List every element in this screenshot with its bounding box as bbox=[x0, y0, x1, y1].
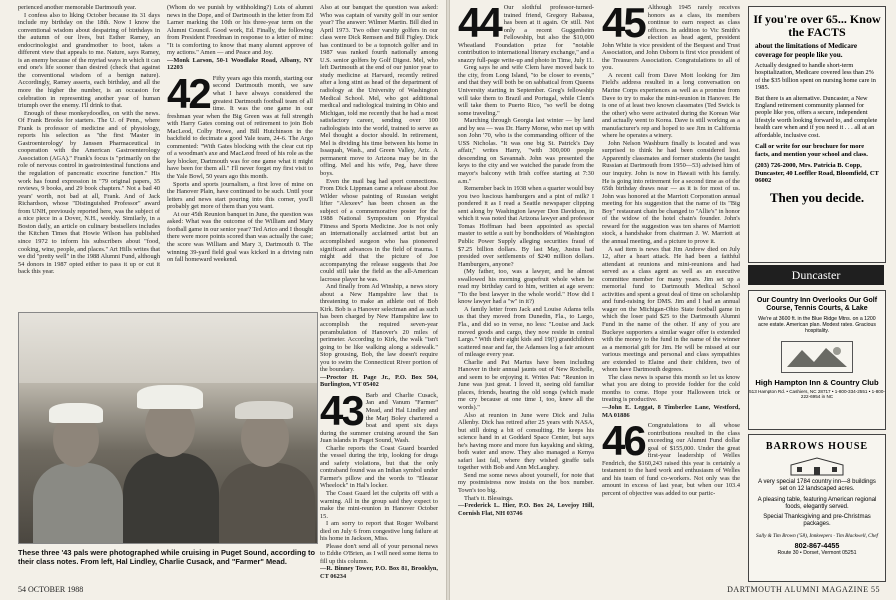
column-1 bbox=[458, 4, 594, 584]
paragraph: That's it. Blessings. bbox=[464, 494, 514, 502]
ad-call-to-action: Call or write for our brochure for more facts, and mention your school and class. bbox=[755, 143, 868, 158]
class-year-42: 42 bbox=[167, 69, 210, 117]
ad-headline: Our Country Inn Overlooks Our Golf Course, Tennis Courts, & Lake bbox=[756, 297, 878, 312]
barrows-house-ad[interactable] bbox=[748, 434, 886, 582]
ad-name: BARROWS HOUSE bbox=[765, 441, 869, 452]
class-year-46: 46 bbox=[602, 417, 645, 465]
paragraph: Charlie and Pat Martus have been including Hanover in their annual jaunts out of New Rochelle, and seem to be enjoying it. Writes Pat: "Reunion in June was just great. I loved it, seeing old familiar places, friends, hearing the old songs (which made me cry because at one time I, too, knew all the words)." bbox=[458, 358, 594, 411]
person-left-cap bbox=[49, 403, 103, 423]
class-photo bbox=[18, 312, 318, 544]
paragraph: Also at reunion in June were Dick and Julia Allenby. Dick has retired after 25 years with NASA, but still doing a bit of consulting. He keeps his science hand in at Goddard Space Center, but says he's having more and more fun kayaking and skiing, both water and snow. They also managed a Kenya safari last fall, where they wished giraffe tails together with Bob and Ann McLaughry. bbox=[458, 411, 594, 472]
paragraph: I am sorry to report that Roger Wolbarst died on July 6 from congestive lung failure at his home in Jackson, Miss. bbox=[320, 520, 438, 543]
class-year-45: 45 bbox=[602, 4, 645, 46]
paragraph: John Nelson Washburn finally is located and was surprised to think he had been considered lost. Apparently classmates and former students (he taught Russian at Dartmouth from 1950—53) advised him of our inquiry. John is now in Hawaii with his family. He is going into retirement for a second time as of the 65th birthday draws near — as it is for most of us. John was honored at the Marriott Corporation annual meeting for his suggestion that the name of its "Big Boy" restaurant chain be changed to "Allie's" in honor of the widow of the hotel chain's founder. John's reward for the suggestion was ten shares of Marriott stock, a handshake from chairman J. W. Marriott at the annual meeting, and a picture to prove it. bbox=[602, 139, 740, 245]
signature: —Frederick L. Hier, P.O. Box 24, Lovejoy Hill, Cornish Flat, NH 03746 bbox=[458, 502, 594, 517]
class-year-44: 44 bbox=[458, 4, 501, 46]
folio-left: 54 OCTOBER 1988 bbox=[18, 585, 84, 594]
house-icon bbox=[787, 456, 847, 476]
ad-paragraph: We're at 3600 ft. in the Blue Ridge Mtns. on a 1200 acre estate. American plan. Modest rates. Gracious hospitality. bbox=[758, 316, 876, 335]
paragraph: Enough of these monkeydoodles, on with the news. Of Frank Brooks for starters. The U. of Penn., where Frank is professor of medicine and of physiology, reports his selection as "the first 'Master in Gastroenterology' by Janssen Pharmaceutical in cooperation with the American Gastroenterology Association (AGA)." Frank's focus is "primarily on the role of nervous control in gastrointestinal functions and the regulation of pancreatic exocrine function." His work has found expression in "79 original papers, 35 reviews, 9 books, and 29 book chapters." Not a bad 40 years' worth, not bad at all, Frank. And of Jack Richardson, whose "Distinguished Professor" award from UNH, previously reported here, was the subject of a nice piece in a Dover, N.H., weekly. Similarly, in a Boston daily, an article on culinary bestsellers includes the Kitchen Times that Howie Wilson has published since 1972 to inform his subscribers about "food, cooking, wine, people, and places." Art Hills writes that we did "pretty well" in the 1988 Alumni Fund, although 54 donors in 1987 opted either to pass it up or cut it back this year. bbox=[18, 109, 160, 276]
photo-sky bbox=[19, 313, 317, 383]
class-year-43: 43 bbox=[320, 386, 363, 434]
person-right bbox=[219, 463, 315, 544]
ad-phone: 802-867-4455 bbox=[794, 541, 840, 551]
person-right-cap bbox=[235, 401, 293, 419]
duncaster-ad[interactable] bbox=[748, 6, 886, 263]
paragraph: Congratulations to all whose contributions resulted in the class exceeding our Alumni Fund dollar goal of $155,000. Under the great first-year leadership of Welles Fendrich, the $160,243 raised this year is certainly a testament to the hard work and enthusiasm of Welles and his team of fund co-workers. Not only was the amount in excess of last year, but when our 103.4 percent of objective was added to our partic- bbox=[602, 422, 740, 497]
paragraph: A sad item is news that Jim Andrew died on July 12, after a heart attack. He had been a faithful attendant at reunions and mini-reunions and had served as a class agent as well as an executive committee member for many years. Jim set up a memorial fund to Dartmouth Medical School activities and spent a great deal of time on scholarship and fund-raising for DMS. Jim and I had an annual wager on the Michigan-Ohio State football game in which the loser paid $25 to the Dartmouth Alumni Fund in the name of the other. If any of you are Buckeye supporters a similar wager offer is extended with the money to the fund in the name of the winner as a memorial gift for Jim. He will be missed at our various meetings and personal and class sympathies are extended to Elaine and their children, two of whom have Dartmouth degrees. bbox=[602, 245, 740, 374]
paragraph: The class news is sparse this month so let us know what you are doing to provide fodder for the cold months to come. Hope your Halloween trick or treating is productive. bbox=[602, 373, 740, 404]
paragraph: Sports and sports journalism, a first love of mine on the Hanover Plain, have continued to be such. Until your letters and news start pouring into this corner, you'll probably get more of them than you want. bbox=[167, 180, 313, 211]
paragraph: Our slothful professor-turned-trained friend, Gregory Rabassa, has been at it again. Or still. Not only a recent Guggenheim Fellowship, but also the $10,000 Wheatland Foundation prize for "notable contribution to international literary exchange," and a snazzy full-page write-up and photo in Time, July 11. bbox=[458, 4, 594, 64]
paragraph: Although 1945 rarely receives honors as a class, its members continue to earn respect as class officers. In addition to Vic Smith's election as head agent, president John White is vice president of the Bequest and Trust Association, and John Osborn is first vice president of the Treasurers Association. Congratulations to all of you. bbox=[602, 4, 740, 72]
person-center-hat bbox=[137, 385, 203, 409]
ad-paragraph: A very special 1784 country inn—8 buildings set on 12 landscaped acres. bbox=[758, 479, 876, 493]
ad-paragraph: But there is an alternative. Duncaster, a New England retirement community planned for people like you, offers a secure, independent lifestyle worth looking forward to, and complete health care when and if you need it . . . all at an affordable, inclusive cost. bbox=[755, 94, 878, 139]
inn-logo-icon bbox=[781, 341, 853, 373]
signature: —Proctor H. Page Jr., P.O. Box 504, Burlington, VT 05402 bbox=[320, 373, 438, 389]
high-hampton-ad[interactable] bbox=[748, 290, 886, 430]
signature: —Monk Larson, 50-1 Woodlake Road, Albany, NY 12203 bbox=[167, 56, 313, 72]
paragraph: A recent call from Dave Mott looking for Jim Field's address resulted in a long conversation on Marine Corps experiences as well as a promise from Dave to try to make the mini-reunion in Hanover. He is one of at least two known classmates (Ted Swick is the other) who were activated during the Korean War and actually went to Korea. Dave is still working as a manufacturer's rep and hoped to see Jim in California where he operates a winery. bbox=[602, 71, 740, 140]
signature: —R. Binney Tower, P.O. Box 81, Brooklyn, CT 06234 bbox=[320, 565, 438, 581]
paragraph: perienced another memorable Dartmouth year. bbox=[18, 4, 137, 11]
ad-headline: If you're over 65... Know the FACTS bbox=[753, 12, 881, 39]
folio-right: DARTMOUTH ALUMNI MAGAZINE 55 bbox=[727, 585, 880, 594]
paragraph: Also at our banquet the question was asked: Who was captain of varsity golf in our senior year? The answer: Wilmer Martin. Bill died in April 1973. Two other varsity golfers in our class were Dick Remsen and Bill Figley. Dick has continued to be a topnotch golfer and in 1987 was ranked fourth nationally among U.S. senior golfers by Golf Digest. Mel, who left Dartmouth at the end of our junior year to study medicine at Harvard, recently retired after a long stint as head of the department of radiology at the University of Washington Medical School. Mel, who got additional medical and radiological training in Ohio and Michigan, told me recently that he had a most satisfactory career, sending over 100 radiologists into the world, trained to serve as Mel thought a doctor should. In retirement, Mel is dividing his time between his home in Issaquah, Wash., and Green Valley, Ariz. A permanent move to Arizona may be in the offing. Mel and his wife, Peg, have three boys. bbox=[320, 4, 438, 178]
ad-subhead: about the limitations of Medicare coverage for people like you. bbox=[755, 42, 858, 59]
column-3 bbox=[320, 4, 438, 584]
paragraph: (My father, too, was a lawyer, and he almost swallowed his morning grapefruit whole when he read my birthday card to him, written at age seven: "To the best lawyer in the whole world." How did I know lawyer had a "w" in it?) bbox=[458, 268, 594, 306]
paragraph: I confess also to liking October because its 31 days include my birthday on the 18th. Now I know the conventional wisdom about despairing of birthdays in the autumn of our lives, but Esther Ramey, an endocrinologist and grandmother to boot, takes a different view that appeals to me. Nature, says Ramey, is an enemy because of the myriad ways in which it can end one's life sooner than desired (check that against the conventional wisdom of a benign nature). Accordingly, Ramey asserts, each birthday, and all the more the higher the number, is an occasion for celebration in representing another year of human triumph over the enemy. I'll drink to that. bbox=[18, 11, 160, 110]
paragraph: A family letter from Jack and Louise Adams tells us that they moved from Dunedin, Fla., to Largo, Fla., and did so in verse, no less: "Louise and Jack moved goods and cargo, they now reside in central Largo." With their eight kids and 19(!) grandchildren scattered near and far, the Adamses log a fair amount of mileage every year. bbox=[458, 305, 594, 359]
paragraph: And finally from Ad Winship, a news story about a New Hampshire law that is threatening to make an athlete out of Bob Kirk. Bob is a Hanover selectman and as such has been charged by New Hampshire law to accomplish the required seven-year perambulation of Hanover's 20 miles of perimeter. According to Kirk, the walk "isn't going to be like walking along a sidewalk." Stop grousing, Bob, the law doesn't require you to swim the Connecticut River portion of the boundary. bbox=[320, 283, 438, 374]
paragraph: Barb and Charlie Cusack, Jan and Vanum "Farmer" Mead, and Hal Lindley and the Marj Boley chartered a boat and spent six days during the summer cruising around the San Juan islands in Puget Sound, Wash. bbox=[320, 391, 438, 445]
caption-text: These three '43 pals were photographed while cruising in Puget Sound, according to their class notes. From left, Hal Lindley, Charlie Cusack, and "Farmer" Mead. bbox=[18, 548, 316, 566]
paragraph: At our 45th Reunion banquet in June, the question was asked: What was the outcome of the William and Mary football game in our senior year? Ted Arico and I thought there were more points scored than was actually the case; the score was William and Mary 3, Dartmouth 0. The winning 39-yard field goal was kicked in a driving rain on fall homeward weekend. bbox=[167, 210, 313, 264]
paragraph: Send me some news about yourself, for note that my postmistress now insists on the box number. Town's too big. bbox=[458, 471, 594, 494]
ad-contact: (203) 726-2000, Mrs. Patricia B. Copp, Duncaster, 40 Loeffler Road, Bloomfield, CT 06002 bbox=[755, 162, 879, 185]
ad-paragraph: Actually designed to handle short-term hospitalization, Medicare covered less than 2% of the $35 billion spent on nursing home care in 1985. bbox=[755, 62, 876, 92]
column-1 bbox=[18, 4, 160, 308]
paragraph: Remember back in 1938 when a quarter would buy you two luscious hamburgers and a pint of milk? I pondered it as I read a Seattle newspaper clipping sent along by Washington lawyer Don Davidson, in which it was noted that Arizona lawyer and professor Tomas Hoffman had been appointed as special master to settle a suit by bondholders of Washington Public Power Supply alleging securities fraud of $7.25 billion dollars. By last May, Justus had presided over settlements of $240 million dollars. Hamburgers, anyone? bbox=[458, 185, 594, 268]
person-center bbox=[123, 453, 219, 544]
paragraph: (Whom do we punish by withholding?) Lots of alumni news in the Dope, and of Dartmouth in the letter from Ed Larner marking the 10th or his three-year term on the Alumni Council. Good work, Ed. Finally, the following from President Freedman in response to a letter of mine: "It is comforting to know that many alumni approve of my actions." Amen — and Peace and Joy. bbox=[167, 4, 313, 57]
paragraph: Greg says he and wife Clem have moved back to the city, from Long Island, "to be closer to events," and that they will both be on sabbatical from Queens University starting in September. Greg's fellowship will take them to Brazil and Portugal, while Clem's will take them to Puerto Rico, "so we'll be doing some traveling." bbox=[458, 64, 594, 117]
duncaster-logo: Duncaster bbox=[748, 265, 884, 285]
signature: —John E. Leggat, 8 Timberlee Lane, Westford, MA 01886 bbox=[602, 403, 740, 419]
ad-name: High Hampton Inn & Country Club bbox=[755, 377, 879, 387]
paragraph: Fifty years ago this month, starting our second Dartmouth month, we saw what I have always considered the greatest Dartmouth football team of all time. It was the one game in our freshman year when the Big Green was at full strength with Harry Gates coming out of retirement to join Bob MacLeod, Colby Howe, and Bill Hutchinson in the backfield to decimate a good Yale team, 24-6. The Argo commented: "With Gates blocking with the clear cut rip of a woodman's axe and MacLeod freed of his role as the key blocker, Dartmouth was for one game what it might have been for them all." I'll never forget my first visit to the Yale Bowl, 50 years ago this month. bbox=[167, 74, 313, 181]
ad-paragraph: Special Thanksgiving and pre-Christmas packages. bbox=[763, 514, 871, 528]
paragraph: Marching through Georgia last winter — by land and by sea — was Dr. Harry Morse, who met up with son John '70, who is the commanding officer of the USS Nicholas. "It was one big St. Patrick's Day affair," writes Harry, "with 300,000 people descending on Savannah. John was presented the keys to the city and we watched the parade from the mayor's balcony with Irish coffee starting at 7:30 a.m." bbox=[458, 117, 594, 185]
right-page bbox=[450, 0, 896, 600]
paragraph: The Coast Guard let the culprits off with a warning. All in the group said they expect to make the mini-reunion in Hanover October 15. bbox=[320, 490, 438, 520]
left-page bbox=[0, 0, 446, 600]
paragraph: Even the mail bag had sport connections. From Dick Lippman came a release about Joe Wilder whose painting of Russian weight lifter "Alexeev" has been chosen as the subject of a commemorative poster for the 1988 National Symposium on Physical Fitness and Sports Medicine. Joe is not only an internationally acclaimed artist but an accomplished surgeon who has pioneered significant advances in the field of trauma. I might add that the picture of Joe accompanying the release suggests that Joe could still take the field as the all-American lacrosse player he was. bbox=[320, 177, 438, 283]
ad-address: 513 Hampton Rd. • Cashiers, NC 28717 • 1-800-334-2551 • 1-800-222-6954 in NC bbox=[749, 388, 885, 400]
ad-owners: Sally & Tim Brown ('58), Innkeepers · Tim Blackwell, Chef bbox=[756, 532, 878, 539]
ad-tagline: Then you decide. bbox=[769, 190, 865, 206]
ad-address: Route 30 • Dorset, Vermont 05251 bbox=[777, 550, 857, 557]
advertisements bbox=[748, 6, 886, 580]
photo-caption bbox=[18, 548, 316, 566]
ad-paragraph: A pleasing table, featuring American regional foods, elegantly served. bbox=[757, 496, 877, 510]
column-2 bbox=[602, 4, 740, 584]
column-2 bbox=[167, 4, 313, 308]
paragraph: Please don't send all of your personal news to Eddie O'Brien, as I will need some items to fill up this column. bbox=[320, 542, 438, 565]
paragraph: Charlie reports the Coast Guard boarded the vessel during the trip, looking for drugs and safety violations, but that the only contraband found was an Indian symbol under Farmer's pillow and the words to "Eleazar Wheelock" in Hal's locker. bbox=[320, 444, 438, 490]
person-left bbox=[33, 463, 123, 544]
